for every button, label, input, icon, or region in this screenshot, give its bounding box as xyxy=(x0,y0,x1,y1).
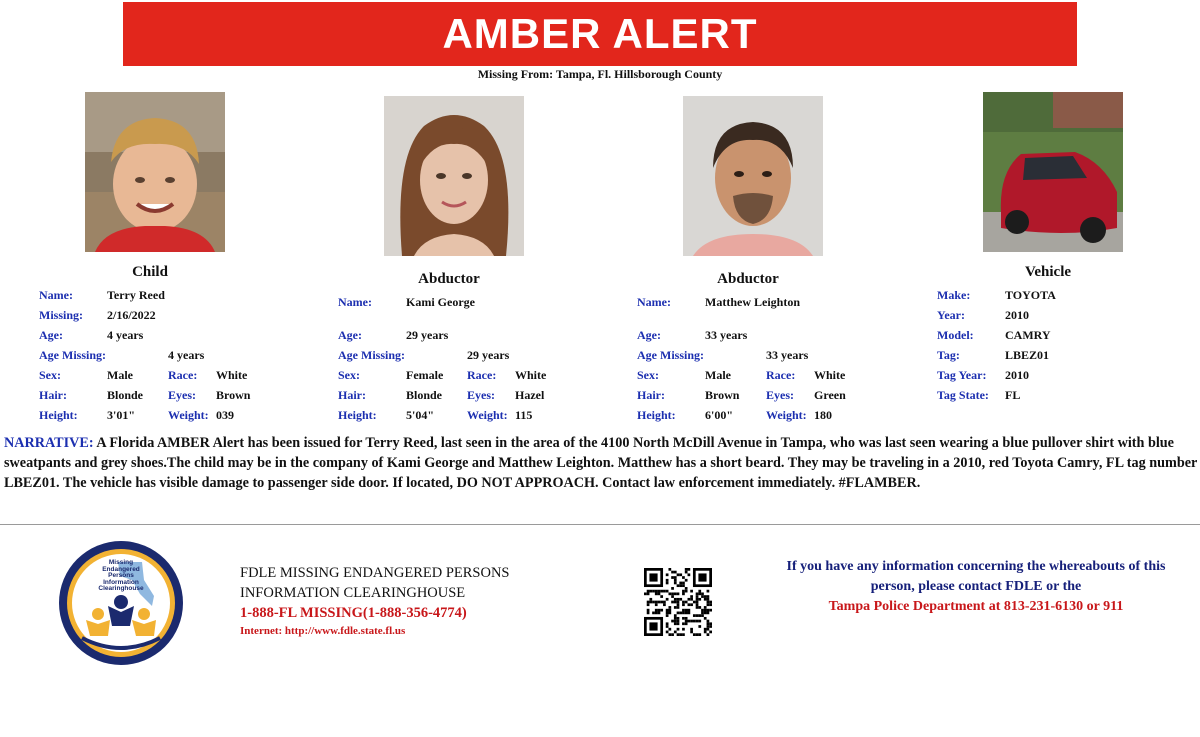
qr-module xyxy=(658,601,661,604)
qr-module xyxy=(660,590,663,593)
child-age: 4 years xyxy=(107,328,144,342)
label-name: Name: xyxy=(637,295,671,309)
qr-module xyxy=(696,606,699,609)
qr-module xyxy=(685,612,688,615)
qr-module xyxy=(704,612,707,615)
qr-module xyxy=(671,587,674,590)
abductor1-race: White xyxy=(515,368,547,382)
child-race: White xyxy=(216,368,248,382)
qr-module xyxy=(666,590,669,593)
qr-module xyxy=(688,573,691,576)
qr-module xyxy=(660,595,663,598)
label-height: Height: xyxy=(637,408,676,422)
qr-module xyxy=(677,617,680,620)
qr-module xyxy=(685,590,688,593)
label-height: Height: xyxy=(338,408,377,422)
qr-module xyxy=(685,601,688,604)
qr-module xyxy=(685,617,688,620)
vehicle-photo xyxy=(983,92,1123,252)
qr-module xyxy=(674,622,677,625)
qr-module xyxy=(685,579,688,582)
qr-module xyxy=(696,614,699,617)
qr-module xyxy=(677,620,680,623)
qr-module xyxy=(682,592,685,595)
qr-module xyxy=(668,592,671,595)
qr-module xyxy=(655,603,658,606)
qr-module xyxy=(698,592,701,595)
child-weight: 039 xyxy=(216,408,234,422)
child-missing-date: 2/16/2022 xyxy=(107,308,156,322)
qr-module xyxy=(690,603,693,606)
child-eyes: Brown xyxy=(216,388,251,402)
clearinghouse-name-line2: INFORMATION CLEARINGHOUSE xyxy=(240,585,466,601)
contact-line3: Tampa Police Department at 813-231-6130 or 911 xyxy=(828,599,1124,614)
clearinghouse-internet[interactable]: Internet: http://www.fdle.state.fl.us xyxy=(240,625,406,637)
qr-module xyxy=(674,598,677,601)
vehicle-model: CAMRY xyxy=(1005,328,1051,342)
label-age-missing: Age Missing: xyxy=(39,348,106,362)
label-missing: Missing: xyxy=(39,308,84,322)
qr-module xyxy=(690,628,693,631)
qr-module xyxy=(660,609,663,612)
qr-module xyxy=(674,620,677,623)
qr-module xyxy=(709,609,712,612)
qr-module xyxy=(707,622,710,625)
qr-module xyxy=(655,609,658,612)
qr-module xyxy=(671,620,674,623)
qr-module xyxy=(674,606,677,609)
qr-module xyxy=(649,622,657,630)
qr-module xyxy=(707,633,710,636)
qr-module xyxy=(701,592,704,595)
qr-module xyxy=(690,620,693,623)
qr-module xyxy=(677,601,680,604)
qr-module xyxy=(701,612,704,615)
child-photo xyxy=(85,92,225,252)
qr-module xyxy=(666,625,669,628)
qr-module xyxy=(674,601,677,604)
qr-module xyxy=(658,612,661,615)
qr-module xyxy=(707,612,710,615)
qr-module xyxy=(649,598,652,601)
abductor2-weight: 180 xyxy=(814,408,832,422)
vehicle-make: TOYOTA xyxy=(1005,288,1056,302)
qr-module xyxy=(652,590,655,593)
qr-module xyxy=(701,614,704,617)
qr-module xyxy=(693,614,696,617)
banner-title: AMBER ALERT xyxy=(442,10,758,57)
label-sex: Sex: xyxy=(637,368,659,382)
label-sex: Sex: xyxy=(338,368,360,382)
qr-module xyxy=(658,590,661,593)
label-tag-year: Tag Year: xyxy=(937,368,987,382)
qr-module xyxy=(688,609,691,612)
child-age-missing: 4 years xyxy=(168,348,205,362)
abductor2-heading: Abductor xyxy=(717,271,779,287)
qr-module xyxy=(698,573,706,581)
vehicle-heading: Vehicle xyxy=(1024,264,1072,280)
abductor2-age: 33 years xyxy=(705,328,748,342)
qr-module xyxy=(707,595,710,598)
label-tag-state: Tag State: xyxy=(937,388,989,402)
qr-module xyxy=(663,590,666,593)
qr-module xyxy=(696,633,699,636)
qr-code[interactable] xyxy=(644,568,712,636)
abductor2-sex: Male xyxy=(705,368,731,382)
qr-module xyxy=(649,573,657,581)
label-age: Age: xyxy=(338,328,362,342)
qr-module xyxy=(682,603,685,606)
qr-module xyxy=(663,601,666,604)
qr-module xyxy=(685,568,688,571)
qr-module xyxy=(698,620,701,623)
qr-module xyxy=(666,609,669,612)
qr-module xyxy=(679,612,682,615)
qr-module xyxy=(674,571,677,574)
qr-module xyxy=(709,631,712,634)
qr-module xyxy=(679,633,682,636)
qr-module xyxy=(655,590,658,593)
narrative-label: NARRATIVE: xyxy=(4,435,94,451)
qr-module xyxy=(696,601,699,604)
qr-module xyxy=(698,590,701,593)
qr-module xyxy=(685,587,688,590)
qr-module xyxy=(668,612,671,615)
divider xyxy=(0,524,1200,525)
qr-module xyxy=(709,625,712,628)
qr-module xyxy=(668,568,671,571)
qr-module xyxy=(679,598,682,601)
qr-module xyxy=(682,609,685,612)
abductor2-name: Matthew Leighton xyxy=(705,295,800,309)
abductor1-eyes: Hazel xyxy=(515,388,545,402)
contact-line2: person, please contact FDLE or the xyxy=(870,579,1082,594)
logo-line: Information xyxy=(103,578,139,586)
qr-module xyxy=(709,603,712,606)
qr-module xyxy=(701,595,704,598)
abductor2-photo xyxy=(683,96,823,256)
label-age: Age: xyxy=(39,328,63,342)
qr-module xyxy=(709,622,712,625)
child-name: Terry Reed xyxy=(107,288,165,302)
amber-alert-banner xyxy=(123,2,1077,66)
qr-module xyxy=(682,617,685,620)
qr-module xyxy=(655,612,658,615)
qr-module xyxy=(666,579,669,582)
qr-module xyxy=(698,625,701,628)
label-eyes: Eyes: xyxy=(766,388,794,402)
qr-module xyxy=(679,573,682,576)
abductor2-height: 6'00" xyxy=(705,408,733,422)
abductor1-age: 29 years xyxy=(406,328,449,342)
qr-module xyxy=(674,614,677,617)
qr-module xyxy=(674,631,677,634)
qr-module xyxy=(693,620,696,623)
qr-module xyxy=(674,592,677,595)
qr-module xyxy=(682,582,685,585)
qr-module xyxy=(666,631,669,634)
logo-text xyxy=(95,560,147,593)
abductor2-age-missing: 33 years xyxy=(766,348,809,362)
qr-module xyxy=(677,592,680,595)
qr-module xyxy=(682,576,685,579)
child-sex: Male xyxy=(107,368,133,382)
qr-module xyxy=(652,612,655,615)
abductor1-weight: 115 xyxy=(515,408,533,422)
narrative xyxy=(4,433,1198,493)
qr-module xyxy=(688,620,691,623)
logo-line: Endangered xyxy=(102,565,140,573)
qr-module xyxy=(677,573,680,576)
abductor1-heading: Abductor xyxy=(418,271,480,287)
qr-module xyxy=(666,612,669,615)
abductor1-name: Kami George xyxy=(406,295,475,309)
qr-module xyxy=(682,622,685,625)
qr-module xyxy=(652,601,655,604)
label-eyes: Eyes: xyxy=(467,388,495,402)
qr-module xyxy=(677,633,680,636)
qr-module xyxy=(679,584,682,587)
label-race: Race: xyxy=(168,368,198,382)
clearinghouse-phone: 1-888-FL MISSING(1-888-356-4774) xyxy=(240,605,467,621)
qr-module xyxy=(698,614,701,617)
label-height: Height: xyxy=(39,408,78,422)
vehicle-tag: LBEZ01 xyxy=(1005,348,1050,362)
qr-module xyxy=(704,598,707,601)
abductor1-sex: Female xyxy=(406,368,444,382)
qr-module xyxy=(707,601,710,604)
qr-module xyxy=(671,601,674,604)
qr-module xyxy=(704,628,707,631)
qr-module xyxy=(668,609,671,612)
qr-module xyxy=(674,579,677,582)
qr-module xyxy=(693,601,696,604)
qr-module xyxy=(696,595,699,598)
qr-module xyxy=(682,590,685,593)
abductor1-hair: Blonde xyxy=(406,388,443,402)
label-year: Year: xyxy=(937,308,965,322)
qr-module xyxy=(666,598,669,601)
qr-module xyxy=(682,633,685,636)
narrative-text: A Florida AMBER Alert has been issued for Terry Reed, last seen in the area of the 4100 North McDill Avenue in Tampa, who was last seen wearing a blue pullover shirt with blue sweatpants and grey shoes.The child may be in the company of Kami George and Matthew Leighton. Matthew has a short beard. They may be traveling in a 2010, red Toyota Camry, FL tag number LBEZ01. The vehicle has visible damage to passenger side door. If located, DO NOT APPROACH. Contact law enforcement immediately. #FLAMBER. xyxy=(4,435,1198,491)
qr-module xyxy=(688,598,691,601)
qr-module xyxy=(685,622,688,625)
qr-module xyxy=(677,606,680,609)
qr-module xyxy=(674,617,677,620)
qr-module xyxy=(704,609,707,612)
qr-module xyxy=(696,592,699,595)
qr-module xyxy=(666,582,669,585)
clearinghouse-name-line1: FDLE MISSING ENDANGERED PERSONS xyxy=(240,565,510,581)
label-weight: Weight: xyxy=(467,408,508,422)
label-hair: Hair: xyxy=(39,388,67,402)
qr-module xyxy=(685,571,688,574)
label-hair: Hair: xyxy=(637,388,665,402)
qr-module xyxy=(671,571,674,574)
label-name: Name: xyxy=(39,288,73,302)
qr-module xyxy=(647,612,650,615)
qr-module xyxy=(679,582,682,585)
qr-module xyxy=(704,617,707,620)
qr-module xyxy=(674,576,677,579)
qr-module xyxy=(649,590,652,593)
qr-module xyxy=(690,631,693,634)
child-hair: Blonde xyxy=(107,388,144,402)
qr-module xyxy=(647,601,650,604)
qr-module xyxy=(655,592,658,595)
qr-module xyxy=(677,622,680,625)
abductor1-age-missing: 29 years xyxy=(467,348,510,362)
qr-module xyxy=(688,568,691,571)
qr-module xyxy=(696,598,699,601)
qr-module xyxy=(647,603,650,606)
qr-module xyxy=(660,601,663,604)
qr-module xyxy=(682,612,685,615)
qr-module xyxy=(696,603,699,606)
qr-module xyxy=(707,598,710,601)
qr-module xyxy=(677,612,680,615)
qr-module xyxy=(677,598,680,601)
clearinghouse-logo xyxy=(58,540,184,666)
vehicle-year: 2010 xyxy=(1005,308,1029,322)
qr-module xyxy=(671,633,674,636)
missing-from-location: Missing From: Tampa, Fl. Hillsborough County xyxy=(477,67,723,81)
label-sex: Sex: xyxy=(39,368,61,382)
qr-module xyxy=(698,606,701,609)
abductor2-hair: Brown xyxy=(705,388,740,402)
qr-module xyxy=(647,590,650,593)
qr-module xyxy=(666,573,669,576)
qr-module xyxy=(693,633,696,636)
qr-module xyxy=(682,628,685,631)
qr-module xyxy=(696,620,699,623)
vehicle-tag-year: 2010 xyxy=(1005,368,1029,382)
contact-line1: If you have any information concerning the whereabouts of this xyxy=(786,559,1166,574)
qr-module xyxy=(666,622,669,625)
qr-module xyxy=(668,633,671,636)
qr-module xyxy=(690,595,693,598)
qr-module xyxy=(704,606,707,609)
qr-module xyxy=(709,601,712,604)
qr-module xyxy=(658,592,661,595)
qr-module xyxy=(655,601,658,604)
qr-module xyxy=(677,603,680,606)
qr-module xyxy=(688,603,691,606)
qr-module xyxy=(671,592,674,595)
qr-module xyxy=(671,576,674,579)
qr-module xyxy=(704,631,707,634)
abductor1-photo xyxy=(384,96,524,256)
qr-module xyxy=(690,590,693,593)
abductor2-race: White xyxy=(814,368,846,382)
label-weight: Weight: xyxy=(168,408,209,422)
qr-module xyxy=(649,601,652,604)
qr-module xyxy=(647,609,650,612)
qr-module xyxy=(698,633,701,636)
qr-module xyxy=(704,595,707,598)
qr-module xyxy=(682,584,685,587)
logo-line: Clearinghouse xyxy=(98,585,144,593)
label-model: Model: xyxy=(937,328,974,342)
label-age-missing: Age Missing: xyxy=(637,348,704,362)
qr-module xyxy=(666,614,669,617)
qr-module xyxy=(688,612,691,615)
qr-module xyxy=(685,609,688,612)
abductor2-eyes: Green xyxy=(814,388,846,402)
qr-module xyxy=(698,598,701,601)
vehicle-tag-state: FL xyxy=(1005,388,1021,402)
qr-module xyxy=(668,628,671,631)
logo-line: Persons xyxy=(108,572,134,580)
label-name: Name: xyxy=(338,295,372,309)
qr-module xyxy=(671,595,674,598)
child-height: 3'01" xyxy=(107,408,135,422)
qr-module xyxy=(707,603,710,606)
qr-module xyxy=(707,620,710,623)
qr-module xyxy=(663,603,666,606)
label-age: Age: xyxy=(637,328,661,342)
label-eyes: Eyes: xyxy=(168,388,196,402)
qr-module xyxy=(647,592,650,595)
abductor1-height: 5'04" xyxy=(406,408,434,422)
qr-module xyxy=(658,609,661,612)
qr-module xyxy=(644,592,647,595)
label-age-missing: Age Missing: xyxy=(338,348,405,362)
qr-module xyxy=(674,582,677,585)
label-race: Race: xyxy=(467,368,497,382)
qr-module xyxy=(677,628,680,631)
qr-module xyxy=(707,590,710,593)
label-tag: Tag: xyxy=(937,348,960,362)
qr-module xyxy=(707,628,710,631)
qr-module xyxy=(685,620,688,623)
label-race: Race: xyxy=(766,368,796,382)
qr-module xyxy=(690,598,693,601)
qr-module xyxy=(701,609,704,612)
child-heading: Child xyxy=(132,264,168,280)
label-weight: Weight: xyxy=(766,408,807,422)
qr-module xyxy=(668,606,671,609)
qr-module xyxy=(707,625,710,628)
label-make: Make: xyxy=(937,288,971,302)
qr-module xyxy=(707,609,710,612)
label-hair: Hair: xyxy=(338,388,366,402)
logo-line: Missing xyxy=(108,559,134,566)
qr-module xyxy=(682,601,685,604)
qr-module xyxy=(677,584,680,587)
